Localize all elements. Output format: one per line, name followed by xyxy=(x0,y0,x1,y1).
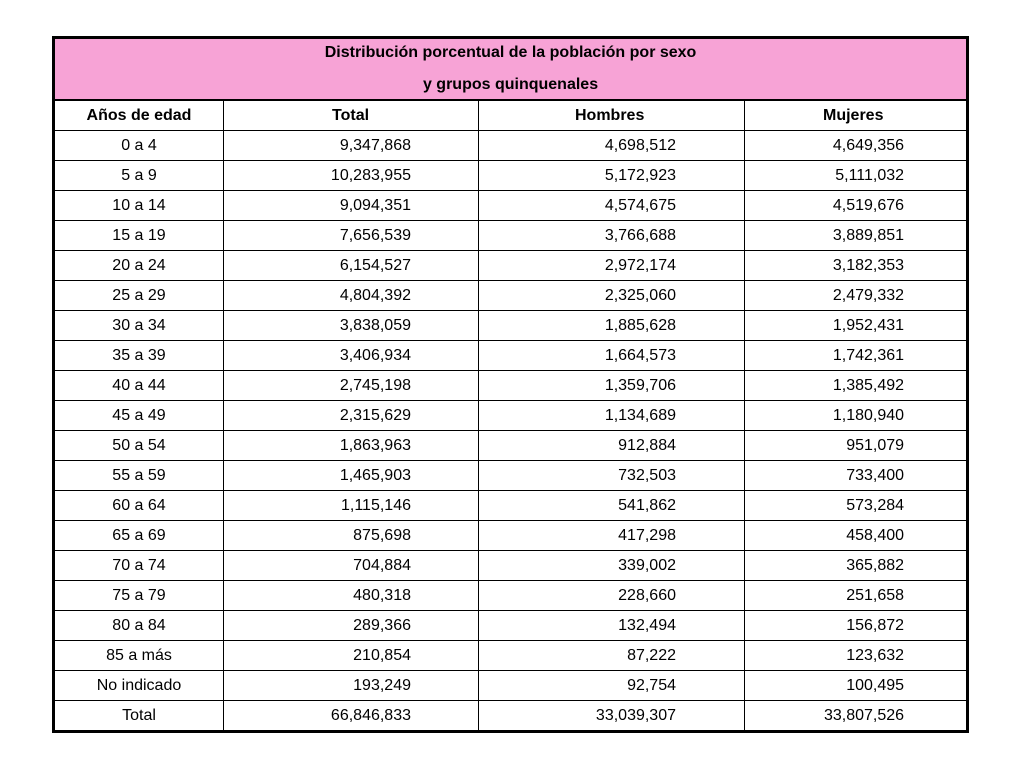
women-cell: 1,180,940 xyxy=(745,401,968,431)
age-cell: 80 a 84 xyxy=(54,611,224,641)
table-row xyxy=(54,341,968,371)
men-cell: 2,325,060 xyxy=(479,281,745,311)
age-cell: Total xyxy=(54,701,224,732)
column-header-men: Hombres xyxy=(479,100,745,131)
age-cell: 15 a 19 xyxy=(54,221,224,251)
men-cell: 4,698,512 xyxy=(479,131,745,161)
age-cell: 65 a 69 xyxy=(54,521,224,551)
total-cell: 3,406,934 xyxy=(224,341,479,371)
age-cell: 5 a 9 xyxy=(54,161,224,191)
age-cell: 30 a 34 xyxy=(54,311,224,341)
total-cell: 3,838,059 xyxy=(224,311,479,341)
table-row xyxy=(54,221,968,251)
table-row xyxy=(54,551,968,581)
table-row xyxy=(54,401,968,431)
table-title-line-2: y grupos quinquenales xyxy=(422,76,599,93)
table-title-row xyxy=(54,38,968,101)
men-cell: 33,039,307 xyxy=(479,701,745,732)
total-cell: 10,283,955 xyxy=(224,161,479,191)
table-row xyxy=(54,491,968,521)
men-cell: 5,172,923 xyxy=(479,161,745,191)
age-cell: 75 a 79 xyxy=(54,581,224,611)
men-cell: 92,754 xyxy=(479,671,745,701)
table-row xyxy=(54,161,968,191)
age-cell: 35 a 39 xyxy=(54,341,224,371)
women-cell: 251,658 xyxy=(745,581,968,611)
women-cell: 458,400 xyxy=(745,521,968,551)
men-cell: 3,766,688 xyxy=(479,221,745,251)
table-row xyxy=(54,521,968,551)
table-title-line-1: Distribución porcentual de la población por sexo xyxy=(324,44,697,61)
total-cell: 4,804,392 xyxy=(224,281,479,311)
total-cell: 1,115,146 xyxy=(224,491,479,521)
age-cell: 0 a 4 xyxy=(54,131,224,161)
total-cell: 2,315,629 xyxy=(224,401,479,431)
table-body xyxy=(54,131,968,732)
total-cell: 2,745,198 xyxy=(224,371,479,401)
men-cell: 912,884 xyxy=(479,431,745,461)
table-row xyxy=(54,581,968,611)
age-cell: 45 a 49 xyxy=(54,401,224,431)
women-cell: 951,079 xyxy=(745,431,968,461)
women-cell: 156,872 xyxy=(745,611,968,641)
men-cell: 2,972,174 xyxy=(479,251,745,281)
men-cell: 1,134,689 xyxy=(479,401,745,431)
men-cell: 1,359,706 xyxy=(479,371,745,401)
table-row xyxy=(54,131,968,161)
age-cell: 60 a 64 xyxy=(54,491,224,521)
total-cell: 1,465,903 xyxy=(224,461,479,491)
women-cell: 573,284 xyxy=(745,491,968,521)
total-cell: 210,854 xyxy=(224,641,479,671)
table-row xyxy=(54,371,968,401)
table-title xyxy=(54,38,968,101)
men-cell: 339,002 xyxy=(479,551,745,581)
men-cell: 541,862 xyxy=(479,491,745,521)
women-cell: 4,649,356 xyxy=(745,131,968,161)
total-cell: 193,249 xyxy=(224,671,479,701)
total-cell: 9,094,351 xyxy=(224,191,479,221)
table-header-row xyxy=(54,100,968,131)
total-cell: 704,884 xyxy=(224,551,479,581)
table-row xyxy=(54,611,968,641)
women-cell: 1,952,431 xyxy=(745,311,968,341)
table-row xyxy=(54,701,968,732)
table-row xyxy=(54,191,968,221)
age-cell: 10 a 14 xyxy=(54,191,224,221)
total-cell: 6,154,527 xyxy=(224,251,479,281)
age-cell: 70 a 74 xyxy=(54,551,224,581)
table-row xyxy=(54,671,968,701)
column-header-total: Total xyxy=(224,100,479,131)
total-cell: 7,656,539 xyxy=(224,221,479,251)
men-cell: 87,222 xyxy=(479,641,745,671)
column-header-age: Años de edad xyxy=(54,100,224,131)
women-cell: 3,182,353 xyxy=(745,251,968,281)
women-cell: 365,882 xyxy=(745,551,968,581)
age-cell: No indicado xyxy=(54,671,224,701)
age-cell: 55 a 59 xyxy=(54,461,224,491)
total-cell: 9,347,868 xyxy=(224,131,479,161)
table-row xyxy=(54,251,968,281)
total-cell: 66,846,833 xyxy=(224,701,479,732)
age-cell: 40 a 44 xyxy=(54,371,224,401)
total-cell: 289,366 xyxy=(224,611,479,641)
women-cell: 5,111,032 xyxy=(745,161,968,191)
men-cell: 732,503 xyxy=(479,461,745,491)
column-header-women: Mujeres xyxy=(745,100,968,131)
men-cell: 228,660 xyxy=(479,581,745,611)
table-row xyxy=(54,311,968,341)
women-cell: 4,519,676 xyxy=(745,191,968,221)
table-row xyxy=(54,461,968,491)
total-cell: 480,318 xyxy=(224,581,479,611)
men-cell: 417,298 xyxy=(479,521,745,551)
age-cell: 50 a 54 xyxy=(54,431,224,461)
total-cell: 1,863,963 xyxy=(224,431,479,461)
age-cell: 20 a 24 xyxy=(54,251,224,281)
total-cell: 875,698 xyxy=(224,521,479,551)
men-cell: 1,664,573 xyxy=(479,341,745,371)
men-cell: 4,574,675 xyxy=(479,191,745,221)
women-cell: 2,479,332 xyxy=(745,281,968,311)
women-cell: 33,807,526 xyxy=(745,701,968,732)
women-cell: 100,495 xyxy=(745,671,968,701)
men-cell: 1,885,628 xyxy=(479,311,745,341)
table-row xyxy=(54,281,968,311)
women-cell: 123,632 xyxy=(745,641,968,671)
age-cell: 25 a 29 xyxy=(54,281,224,311)
women-cell: 3,889,851 xyxy=(745,221,968,251)
women-cell: 1,742,361 xyxy=(745,341,968,371)
men-cell: 132,494 xyxy=(479,611,745,641)
women-cell: 733,400 xyxy=(745,461,968,491)
population-table-container xyxy=(52,36,966,733)
table-row xyxy=(54,641,968,671)
women-cell: 1,385,492 xyxy=(745,371,968,401)
population-table xyxy=(52,36,969,733)
age-cell: 85 a más xyxy=(54,641,224,671)
table-row xyxy=(54,431,968,461)
